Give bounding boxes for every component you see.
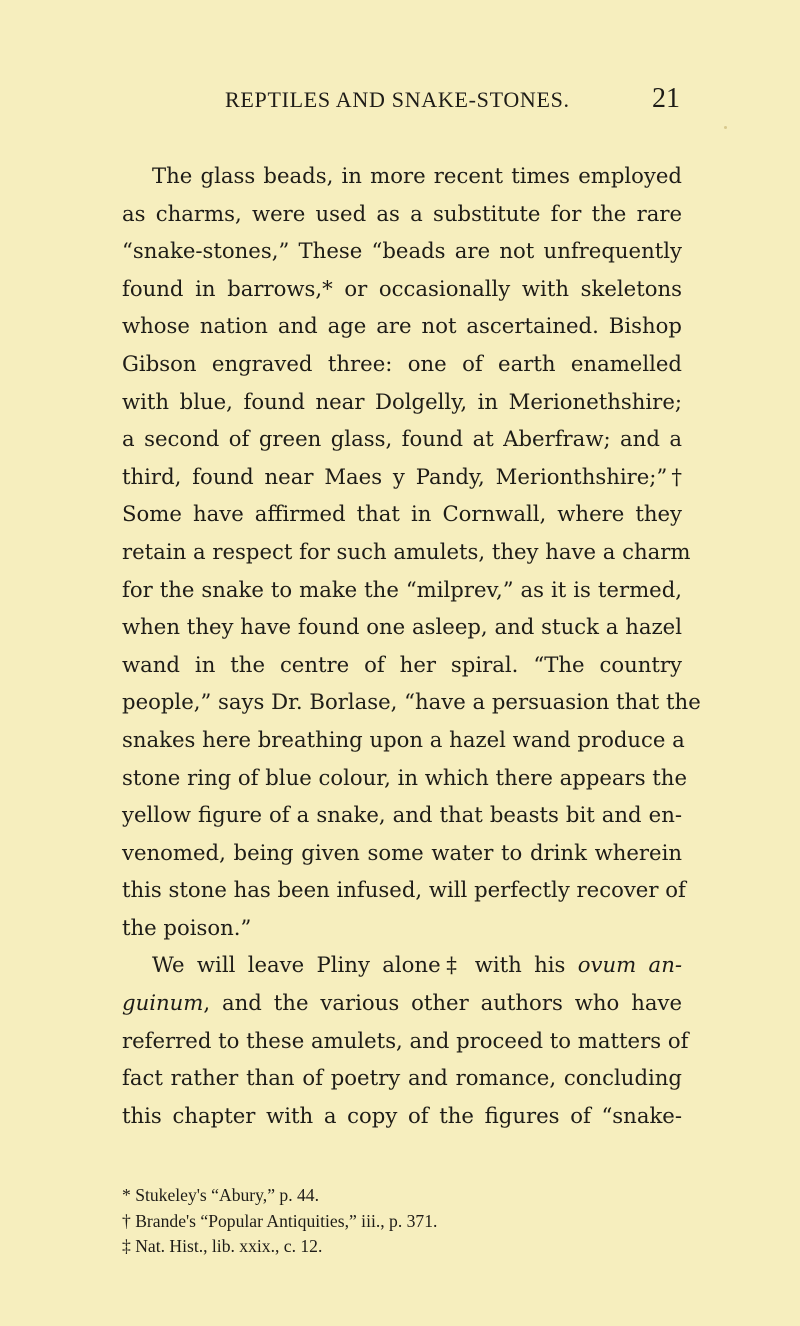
text-line: referred to these amulets, and proceed to matters of: [122, 1027, 689, 1053]
text-line: third, found near Maes y Pandy, Merionthshire;”†: [122, 463, 682, 489]
text-fragment: , and the various other authors who have: [203, 990, 682, 1016]
text-line: whose nation and age are not ascertained. Bishop: [122, 313, 682, 339]
text-line: this stone has been infused, will perfectly recover of: [122, 877, 686, 903]
text-line: yellow figure of a snake, and that beasts bit and en-: [122, 802, 682, 828]
text-fragment: We will leave Pliny alone‡ with his: [152, 952, 578, 978]
text-line: when they have found one asleep, and stuck a hazel: [122, 614, 682, 640]
text-line: found in barrows,* or occasionally with skeletons: [122, 275, 682, 301]
text-line: The glass beads, in more recent times employed: [152, 163, 682, 188]
page-header: [0, 83, 800, 116]
text-line: venomed, being given some water to drink wherein: [122, 839, 682, 865]
footnotes: [122, 1183, 682, 1260]
text-line: “snake-stones,” These “beads are not unfrequently: [122, 238, 682, 264]
text-line: snakes here breathing upon a hazel wand produce a: [122, 726, 685, 752]
text-line: wand in the centre of her spiral. “The country: [122, 651, 682, 677]
text-line: fact rather than of poetry and romance, concluding: [122, 1065, 682, 1091]
paragraph-line: [122, 946, 682, 984]
text-line: a second of green glass, found at Aberfraw; and a: [122, 426, 682, 452]
text-line: people,” says Dr. Borlase, “have a persuasion that the: [122, 689, 701, 715]
text-line: for the snake to make the “milprev,” as it is termed,: [122, 576, 682, 602]
text-line: Some have affirmed that in Cornwall, where they: [122, 501, 682, 527]
running-title: REPTILES AND SNAKE-STONES.: [225, 87, 570, 112]
footnote: * Stukeley's “Abury,” p. 44.: [122, 1185, 319, 1205]
footnote: † Brande's “Popular Antiquities,” iii., p. 371.: [122, 1210, 438, 1231]
paper-speck: [724, 126, 727, 129]
footnote: ‡ Nat. Hist., lib. xxix., c. 12.: [122, 1236, 323, 1256]
text-line: Gibson engraved three: one of earth enamelled: [122, 350, 682, 376]
text-line: as charms, were used as a substitute for the rare: [122, 200, 682, 226]
paragraph-line: [122, 984, 682, 1022]
page-number: 21: [652, 83, 680, 114]
text-line: the poison.”: [122, 914, 252, 940]
text-line: retain a respect for such amulets, they have a charm: [122, 538, 691, 564]
italic-text: guinum: [122, 990, 204, 1016]
italic-text: ovum an-: [577, 952, 682, 978]
text-line: this chapter with a copy of the figures of “snake-: [122, 1102, 682, 1128]
text-line: with blue, found near Dolgelly, in Merionethshire;: [122, 388, 682, 414]
text-line: stone ring of blue colour, in which there appears the: [122, 764, 687, 790]
body-text: [122, 157, 701, 1134]
